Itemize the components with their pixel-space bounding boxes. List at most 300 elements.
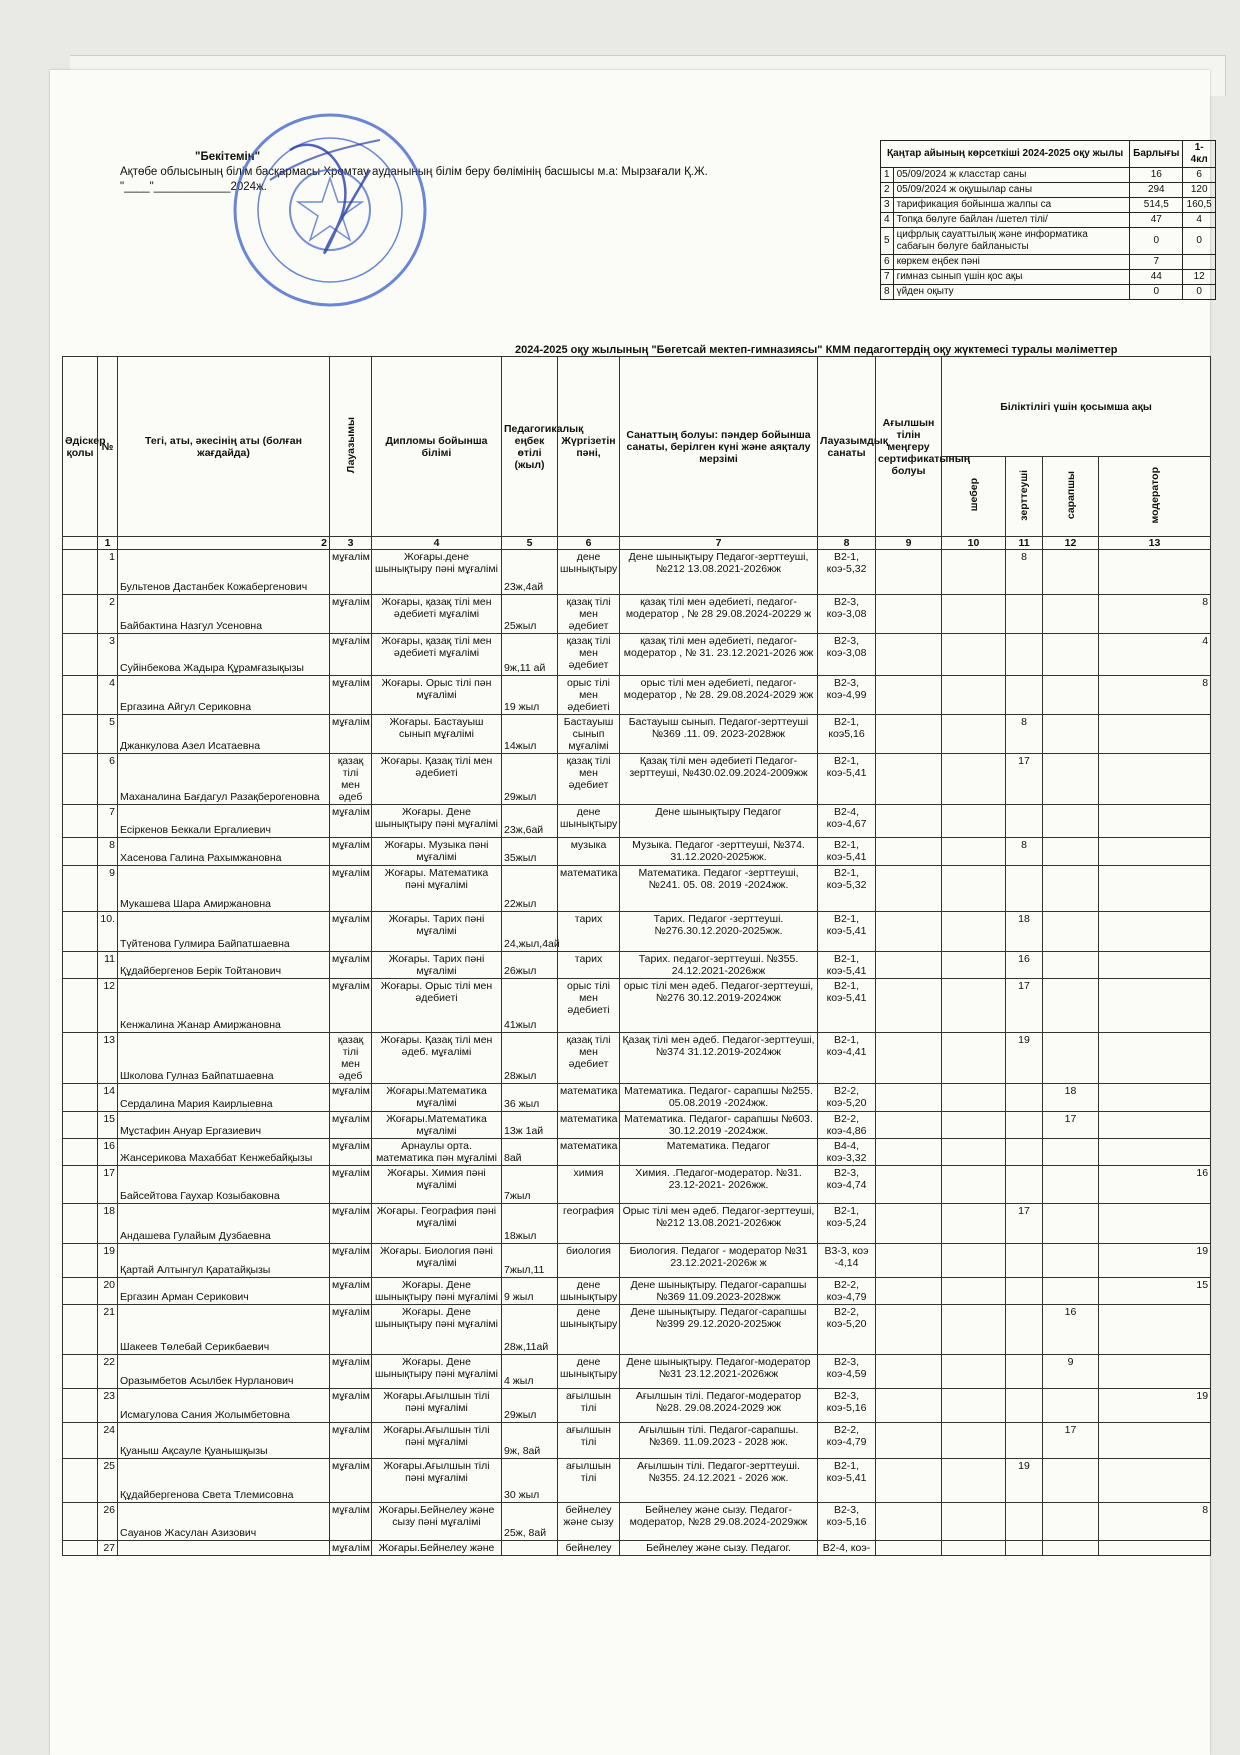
- teacher-subject: дене шынықтыру: [558, 805, 620, 838]
- teacher-category: Бейнелеу және сызу. Педагог-модератор, №28 29.08.2024-2029жж: [620, 1503, 818, 1541]
- methodist-signature-cell: [63, 979, 98, 1033]
- teacher-subject: бейнелеу және сызу: [558, 1503, 620, 1541]
- teacher-name: Исмагулова Сания Жолымбетовна: [118, 1389, 330, 1423]
- col-number: 7: [620, 537, 818, 550]
- row-number: 24: [98, 1423, 118, 1459]
- bonus-master: [942, 952, 1006, 979]
- english-certificate-cell: [876, 1541, 942, 1556]
- teacher-experience: 9ж, 8ай: [502, 1423, 558, 1459]
- teacher-experience: 9ж,11 ай: [502, 634, 558, 676]
- teacher-experience: 7жыл,11: [502, 1244, 558, 1278]
- summary-row: [881, 183, 1216, 198]
- methodist-signature-cell: [63, 866, 98, 912]
- summary-row-label: гимназ сынып үшін қос ақы: [893, 270, 1130, 285]
- bonus-expert: 17: [1043, 1112, 1099, 1139]
- teacher-row: [63, 1166, 1211, 1204]
- row-number: 27: [98, 1541, 118, 1556]
- bonus-researcher: [1006, 1389, 1043, 1423]
- teacher-experience: 7жыл: [502, 1166, 558, 1204]
- teacher-category: Музыка. Педагог -зерттеуші, №374. 31.12.2020-2025жж.: [620, 838, 818, 866]
- english-certificate-cell: [876, 715, 942, 754]
- teacher-subject: биология: [558, 1244, 620, 1278]
- summary-row-grades: 0: [1183, 285, 1216, 300]
- bonus-master: [942, 1033, 1006, 1084]
- bonus-expert: [1043, 1503, 1099, 1541]
- teacher-row: [63, 1112, 1211, 1139]
- row-number: 13: [98, 1033, 118, 1084]
- summary-row: [881, 213, 1216, 228]
- teacher-position: мұғалім: [330, 952, 372, 979]
- teacher-position-category: B2-1, коэ-5,32: [818, 550, 876, 595]
- teacher-diploma: Жоғары, қазақ тілі мен әдебиеті мұғалімі: [372, 634, 502, 676]
- col-number: 6: [558, 537, 620, 550]
- teacher-subject: орыс тілі мен әдебиеті: [558, 676, 620, 715]
- bonus-researcher: 18: [1006, 912, 1043, 952]
- teacher-category: Орыс тілі мен әдеб. Педагог-зерттеуші, №212 13.08.2021-2026жж: [620, 1204, 818, 1244]
- teacher-experience: 23ж,6ай: [502, 805, 558, 838]
- bonus-master: [942, 1355, 1006, 1389]
- english-certificate-cell: [876, 1139, 942, 1166]
- bonus-moderator: [1099, 1305, 1211, 1355]
- teacher-category: қазақ тілі мен әдебиеті, педагог-модератор , № 31. 23.12.2021-2026 жж: [620, 634, 818, 676]
- col-number: 2: [118, 537, 330, 550]
- bonus-moderator: [1099, 979, 1211, 1033]
- teacher-subject: дене шынықтыру: [558, 1305, 620, 1355]
- teacher-experience: 22жыл: [502, 866, 558, 912]
- methodist-signature-cell: [63, 1355, 98, 1389]
- summary-row-grades: 4: [1183, 213, 1216, 228]
- methodist-signature-cell: [63, 1033, 98, 1084]
- bonus-researcher: [1006, 1166, 1043, 1204]
- english-certificate-cell: [876, 634, 942, 676]
- teacher-position: қазақ тілі мен әдеб: [330, 1033, 372, 1084]
- col-number: 12: [1043, 537, 1099, 550]
- row-number: 19: [98, 1244, 118, 1278]
- teacher-position: мұғалім: [330, 1541, 372, 1556]
- summary-row-total: 16: [1130, 168, 1183, 183]
- bonus-master: [942, 1423, 1006, 1459]
- teacher-subject: Бастауыш сынып мұғалімі: [558, 715, 620, 754]
- teacher-category: Бейнелеу және сызу. Педагог.: [620, 1541, 818, 1556]
- bonus-researcher: 17: [1006, 754, 1043, 805]
- summary-table: [880, 140, 1216, 300]
- summary-row-grades: [1183, 255, 1216, 270]
- bonus-master: [942, 1112, 1006, 1139]
- bonus-moderator: [1099, 1139, 1211, 1166]
- bonus-expert: [1043, 1541, 1099, 1556]
- bonus-expert: 17: [1043, 1423, 1099, 1459]
- teacher-name: Құдайбергенова Света Тлемисовна: [118, 1459, 330, 1503]
- row-number: 3: [98, 634, 118, 676]
- teacher-diploma: Жоғары. Математика пәні мұғалімі: [372, 866, 502, 912]
- methodist-signature-cell: [63, 550, 98, 595]
- bonus-master: [942, 634, 1006, 676]
- teacher-row: [63, 1139, 1211, 1166]
- bonus-expert: [1043, 1033, 1099, 1084]
- header-master: шебер: [942, 457, 1006, 537]
- bonus-master: [942, 1166, 1006, 1204]
- teacher-diploma: Жоғары. Орыс тілі пән мұғалімі: [372, 676, 502, 715]
- teacher-position-category: B2-4, коэ-4,67: [818, 805, 876, 838]
- bonus-expert: [1043, 838, 1099, 866]
- teacher-row: [63, 1541, 1211, 1556]
- teachers-workload-table: [62, 356, 1211, 1556]
- bonus-researcher: [1006, 805, 1043, 838]
- english-certificate-cell: [876, 1423, 942, 1459]
- teacher-subject: ағылшын тілі: [558, 1459, 620, 1503]
- teacher-category: қазақ тілі мен әдебиеті, педагог-модератор , № 28 29.08.2024-20229 ж: [620, 595, 818, 634]
- teacher-category: Қазақ тілі мен әдебиеті Педагог-зерттеуші, №430.02.09.2024-2009жж: [620, 754, 818, 805]
- bonus-moderator: 16: [1099, 1166, 1211, 1204]
- bonus-researcher: [1006, 1112, 1043, 1139]
- teacher-name: Маханалина Бағдагул Разақберогеновна: [118, 754, 330, 805]
- english-certificate-cell: [876, 1503, 942, 1541]
- teacher-row: [63, 1459, 1211, 1503]
- teacher-experience: 23ж,4ай: [502, 550, 558, 595]
- row-number: 1: [98, 550, 118, 595]
- summary-row-label: тарификация бойынша жалпы са: [893, 198, 1130, 213]
- teacher-category: Ағылшын тілі. Педагог-сарапшы. №369. 11.09.2023 - 2028 жж.: [620, 1423, 818, 1459]
- bonus-researcher: [1006, 1244, 1043, 1278]
- bonus-master: [942, 912, 1006, 952]
- teacher-name: Түйтенова Гулмира Байпатшаевна: [118, 912, 330, 952]
- summary-row-number: 3: [881, 198, 894, 213]
- summary-row-label: 05/09/2024 ж класстар саны: [893, 168, 1130, 183]
- teacher-position: мұғалім: [330, 866, 372, 912]
- methodist-signature-cell: [63, 1166, 98, 1204]
- summary-row-grades: 0: [1183, 228, 1216, 255]
- bonus-moderator: [1099, 1423, 1211, 1459]
- teacher-position: мұғалім: [330, 912, 372, 952]
- teacher-subject: ағылшын тілі: [558, 1423, 620, 1459]
- row-number: 7: [98, 805, 118, 838]
- summary-row-number: 4: [881, 213, 894, 228]
- summary-row-label: көркем еңбек пәні: [893, 255, 1130, 270]
- teacher-diploma: Жоғары.Бейнелеу және: [372, 1541, 502, 1556]
- teacher-position-category: B2-1, коэ-5,41: [818, 952, 876, 979]
- bonus-moderator: [1099, 550, 1211, 595]
- teacher-experience: 29жыл: [502, 1389, 558, 1423]
- teacher-row: [63, 1033, 1211, 1084]
- teacher-diploma: Жоғары. Қазақ тілі мен әдеб. мұғалімі: [372, 1033, 502, 1084]
- teacher-name: Қартай Алтынгул Қаратайқызы: [118, 1244, 330, 1278]
- teacher-name: Суйінбекова Жадыра Құрамғазықызы: [118, 634, 330, 676]
- english-certificate-cell: [876, 838, 942, 866]
- english-certificate-cell: [876, 979, 942, 1033]
- bonus-expert: [1043, 866, 1099, 912]
- summary-row-label: Топқа бөлуге байлан /шетел тілі/: [893, 213, 1130, 228]
- teacher-position: мұғалім: [330, 676, 372, 715]
- bonus-master: [942, 838, 1006, 866]
- summary-row-total: 44: [1130, 270, 1183, 285]
- teacher-diploma: Жоғары.Бейнелеу және сызу пәні мұғалімі: [372, 1503, 502, 1541]
- bonus-moderator: 19: [1099, 1389, 1211, 1423]
- english-certificate-cell: [876, 1459, 942, 1503]
- teacher-subject: ағылшын тілі: [558, 1389, 620, 1423]
- teacher-row: [63, 952, 1211, 979]
- bonus-master: [942, 1278, 1006, 1305]
- bonus-researcher: [1006, 676, 1043, 715]
- bonus-expert: [1043, 550, 1099, 595]
- bonus-expert: [1043, 1166, 1099, 1204]
- row-number: 8: [98, 838, 118, 866]
- summary-row-number: 2: [881, 183, 894, 198]
- bonus-master: [942, 1084, 1006, 1112]
- teacher-row: [63, 1355, 1211, 1389]
- methodist-signature-cell: [63, 1459, 98, 1503]
- teacher-subject: математика: [558, 866, 620, 912]
- row-number: 9: [98, 866, 118, 912]
- english-certificate-cell: [876, 1084, 942, 1112]
- approval-line-1: Ақтөбе облысының білім басқармасы Хромтау ауданының білім беру бөлімінің басшысы м.а: Мырзағали Қ.Ж.: [120, 166, 708, 178]
- bonus-researcher: [1006, 1084, 1043, 1112]
- teacher-experience: 9 жыл: [502, 1278, 558, 1305]
- teacher-experience: 28жыл: [502, 1033, 558, 1084]
- summary-row-number: 7: [881, 270, 894, 285]
- teacher-category: Дене шынықтыру. Педагог-модератор №31 23.12.2021-2026жж: [620, 1355, 818, 1389]
- bonus-master: [942, 676, 1006, 715]
- teacher-category: Бастауыш сынып. Педагог-зерттеуші №369 .11. 09. 2023-2028жж: [620, 715, 818, 754]
- row-number: 20: [98, 1278, 118, 1305]
- bonus-researcher: 17: [1006, 979, 1043, 1033]
- bonus-researcher: 19: [1006, 1459, 1043, 1503]
- teacher-position: мұғалім: [330, 1389, 372, 1423]
- teacher-row: [63, 1423, 1211, 1459]
- bonus-expert: 16: [1043, 1305, 1099, 1355]
- english-certificate-cell: [876, 1244, 942, 1278]
- bonus-moderator: [1099, 1112, 1211, 1139]
- teacher-row: [63, 838, 1211, 866]
- summary-header-total: Барлығы: [1130, 141, 1183, 168]
- teacher-experience: 19 жыл: [502, 676, 558, 715]
- teacher-position-category: B2-3, коэ-4,74: [818, 1166, 876, 1204]
- teacher-row: [63, 676, 1211, 715]
- teacher-experience: 25ж, 8ай: [502, 1503, 558, 1541]
- bonus-researcher: [1006, 634, 1043, 676]
- header-full-name: Тегі, аты, әкесінің аты (болған жағдайда): [118, 357, 330, 537]
- teacher-experience: 24,жыл,4ай: [502, 912, 558, 952]
- teacher-experience: 14жыл: [502, 715, 558, 754]
- header-number: №: [98, 357, 118, 537]
- column-numbers-row: [63, 537, 1211, 550]
- teacher-name: Сердалина Мария Каирлыевна: [118, 1084, 330, 1112]
- teacher-diploma: Жоғары. Дене шынықтыру пәні мұғалімі: [372, 1305, 502, 1355]
- bonus-master: [942, 595, 1006, 634]
- teacher-diploma: Жоғары. Дене шынықтыру пәні мұғалімі: [372, 805, 502, 838]
- row-number: 4: [98, 676, 118, 715]
- teacher-diploma: Жоғары. Тарих пәні мұғалімі: [372, 912, 502, 952]
- methodist-signature-cell: [63, 1389, 98, 1423]
- bonus-master: [942, 1139, 1006, 1166]
- teacher-experience: 30 жыл: [502, 1459, 558, 1503]
- summary-row: [881, 198, 1216, 213]
- teacher-name: Есіркенов Беккали Ергалиевич: [118, 805, 330, 838]
- row-number: 23: [98, 1389, 118, 1423]
- teacher-name: Сауанов Жасулан Азизович: [118, 1503, 330, 1541]
- summary-row: [881, 285, 1216, 300]
- bonus-expert: [1043, 1278, 1099, 1305]
- teacher-position: мұғалім: [330, 805, 372, 838]
- bonus-moderator: [1099, 715, 1211, 754]
- row-number: 25: [98, 1459, 118, 1503]
- bonus-moderator: [1099, 952, 1211, 979]
- bonus-researcher: 8: [1006, 838, 1043, 866]
- bonus-expert: [1043, 715, 1099, 754]
- teacher-row: [63, 1503, 1211, 1541]
- teacher-category: Математика. Педагог- сарапшы №603. 30.12.2019 -2024жж.: [620, 1112, 818, 1139]
- bonus-researcher: [1006, 1503, 1043, 1541]
- bonus-expert: [1043, 754, 1099, 805]
- bonus-researcher: 8: [1006, 715, 1043, 754]
- teacher-subject: орыс тілі мен әдебиеті: [558, 979, 620, 1033]
- bonus-researcher: 19: [1006, 1033, 1043, 1084]
- bonus-expert: [1043, 595, 1099, 634]
- summary-row-total: 7: [1130, 255, 1183, 270]
- teacher-position: мұғалім: [330, 1459, 372, 1503]
- teacher-category: Дене шынықтыру. Педагог-сарапшы №399 29.12.2020-2025жж: [620, 1305, 818, 1355]
- english-certificate-cell: [876, 676, 942, 715]
- summary-row-grades: 120: [1183, 183, 1216, 198]
- teacher-diploma: Жоғары.дене шынықтыру пәні мұғалімі: [372, 550, 502, 595]
- teacher-row: [63, 754, 1211, 805]
- teacher-position: мұғалім: [330, 1355, 372, 1389]
- teacher-category: Математика. Педагог -зерттеуші, №241. 05. 08. 2019 -2024жж.: [620, 866, 818, 912]
- teacher-name: Джанкулова Азел Исатаевна: [118, 715, 330, 754]
- teacher-row: [63, 866, 1211, 912]
- methodist-signature-cell: [63, 1423, 98, 1459]
- col-number: 13: [1099, 537, 1211, 550]
- header-position-category: Лауазымдық санаты: [818, 357, 876, 537]
- teacher-diploma: Жоғары. Қазақ тілі мен әдебиеті: [372, 754, 502, 805]
- row-number: 17: [98, 1166, 118, 1204]
- teacher-subject: тарих: [558, 912, 620, 952]
- header-expert: сарапшы: [1043, 457, 1099, 537]
- english-certificate-cell: [876, 1166, 942, 1204]
- teacher-diploma: Жоғары.Ағылшын тілі пәні мұғалімі: [372, 1459, 502, 1503]
- teacher-subject: география: [558, 1204, 620, 1244]
- english-certificate-cell: [876, 952, 942, 979]
- teacher-position-category: B2-1, коэ-5,32: [818, 866, 876, 912]
- bonus-expert: [1043, 676, 1099, 715]
- col-number: 1: [98, 537, 118, 550]
- teacher-position-category: B2-1, коэ-5,41: [818, 1459, 876, 1503]
- teacher-name: Мұстафин Ануар Ергазиевич: [118, 1112, 330, 1139]
- bonus-researcher: [1006, 595, 1043, 634]
- methodist-signature-cell: [63, 1112, 98, 1139]
- teacher-row: [63, 715, 1211, 754]
- teacher-diploma: Жоғары. Химия пәні мұғалімі: [372, 1166, 502, 1204]
- header-english-certificate: Ағылшын тілін меңгеру сертификатының болуы: [876, 357, 942, 537]
- bonus-expert: [1043, 979, 1099, 1033]
- bonus-moderator: [1099, 805, 1211, 838]
- teacher-position: мұғалім: [330, 1084, 372, 1112]
- teacher-row: [63, 550, 1211, 595]
- teacher-experience: 4 жыл: [502, 1355, 558, 1389]
- bonus-expert: [1043, 634, 1099, 676]
- teacher-diploma: Жоғары. Дене шынықтыру пәні мұғалімі: [372, 1355, 502, 1389]
- teacher-position-category: B2-1, коэ-4,41: [818, 1033, 876, 1084]
- teacher-name: Хасенова Галина Рахымжановна: [118, 838, 330, 866]
- teacher-diploma: Жоғары.Математика мұғалімі: [372, 1084, 502, 1112]
- bonus-expert: [1043, 912, 1099, 952]
- english-certificate-cell: [876, 1112, 942, 1139]
- teacher-position: мұғалім: [330, 634, 372, 676]
- teacher-category: Ағылшын тілі. Педагог-модератор №28. 29.08.2024-2029 жж: [620, 1389, 818, 1423]
- teacher-diploma: Арнаулы орта. математика пән мұғалімі: [372, 1139, 502, 1166]
- summary-row-total: 0: [1130, 285, 1183, 300]
- english-certificate-cell: [876, 754, 942, 805]
- official-seal-stamp: [230, 110, 430, 310]
- teacher-name: Ергазин Арман Серикович: [118, 1278, 330, 1305]
- methodist-signature-cell: [63, 952, 98, 979]
- teacher-position: мұғалім: [330, 1423, 372, 1459]
- bonus-researcher: 8: [1006, 550, 1043, 595]
- teacher-position-category: B3-3, коэ -4,14: [818, 1244, 876, 1278]
- teacher-position: мұғалім: [330, 1503, 372, 1541]
- teacher-experience: 29жыл: [502, 754, 558, 805]
- row-number: 10.: [98, 912, 118, 952]
- bonus-expert: [1043, 1244, 1099, 1278]
- teacher-row: [63, 1278, 1211, 1305]
- summary-row-number: 1: [881, 168, 894, 183]
- teacher-name: Школова Гулназ Байпатшаевна: [118, 1033, 330, 1084]
- teacher-name: Андашева Гулайым Дузбаевна: [118, 1204, 330, 1244]
- bonus-moderator: [1099, 1033, 1211, 1084]
- bonus-expert: [1043, 1139, 1099, 1166]
- row-number: 15: [98, 1112, 118, 1139]
- teacher-diploma: Жоғары, қазақ тілі мен әдебиеті мұғалімі: [372, 595, 502, 634]
- teacher-subject: математика: [558, 1139, 620, 1166]
- teacher-category: Химия. .Педагог-модератор. №31. 23.12-2021- 2026жж.: [620, 1166, 818, 1204]
- bonus-master: [942, 979, 1006, 1033]
- teacher-subject: қазақ тілі мен әдебиет: [558, 1033, 620, 1084]
- teacher-row: [63, 979, 1211, 1033]
- teacher-row: [63, 1244, 1211, 1278]
- summary-row-total: 294: [1130, 183, 1183, 198]
- summary-row-label: үйден оқыту: [893, 285, 1130, 300]
- bonus-moderator: [1099, 1541, 1211, 1556]
- bonus-expert: [1043, 952, 1099, 979]
- english-certificate-cell: [876, 805, 942, 838]
- document-title: 2024-2025 оқу жылының "Бөгетсай мектеп-гимназиясы" КММ педагогтердің оқу жүктемесі туралы мәліметтер: [515, 344, 1118, 356]
- bonus-master: [942, 1389, 1006, 1423]
- row-number: 6: [98, 754, 118, 805]
- bonus-researcher: [1006, 1355, 1043, 1389]
- methodist-signature-cell: [63, 1084, 98, 1112]
- teacher-position: мұғалім: [330, 838, 372, 866]
- teacher-name: Жансерикова Махаббат Кенжебайқызы: [118, 1139, 330, 1166]
- teacher-diploma: Жоғары. Биология пәні мұғалімі: [372, 1244, 502, 1278]
- row-number: 21: [98, 1305, 118, 1355]
- teacher-row: [63, 595, 1211, 634]
- teacher-category: Тарих. Педагог -зерттеуші.№276.30.12.2020-2025жж.: [620, 912, 818, 952]
- col-number: 9: [876, 537, 942, 550]
- english-certificate-cell: [876, 912, 942, 952]
- row-number: 2: [98, 595, 118, 634]
- bonus-moderator: [1099, 1204, 1211, 1244]
- teacher-diploma: Жоғары. Тарих пәні мұғалімі: [372, 952, 502, 979]
- teacher-category: Биология. Педагог - модератор №31 23.12.2021-2026ж ж: [620, 1244, 818, 1278]
- methodist-signature-cell: [63, 1244, 98, 1278]
- bonus-moderator: [1099, 838, 1211, 866]
- col-number: 11: [1006, 537, 1043, 550]
- teacher-subject: қазақ тілі мен әдебиет: [558, 634, 620, 676]
- summary-row-number: 5: [881, 228, 894, 255]
- teacher-position: мұғалім: [330, 1166, 372, 1204]
- bonus-master: [942, 1305, 1006, 1355]
- summary-row-grades: 12: [1183, 270, 1216, 285]
- bonus-expert: 9: [1043, 1355, 1099, 1389]
